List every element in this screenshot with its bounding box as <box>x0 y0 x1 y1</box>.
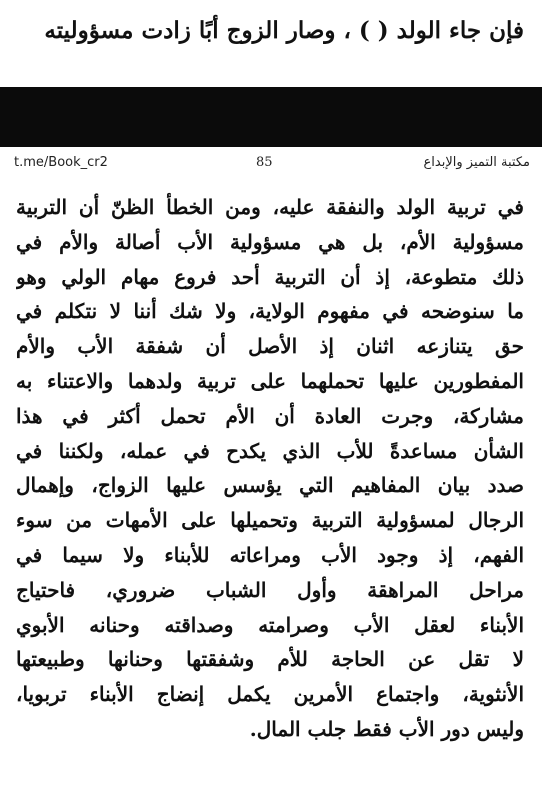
text-line: ذلك متطوعة، إذ أن التربية أحد فروع مهام الولي وهو <box>16 264 524 289</box>
text-line: مسؤولية الأم، بل هي مسؤولية الأب أصالة والأم في <box>16 229 524 254</box>
text-line: الأنثوية، واجتماع الأمرين يكمل إنضاج الأبناء تربويا، <box>16 682 524 707</box>
screen-divider-band <box>0 87 542 147</box>
text-line: الفهم، إذ وجود الأب ومراعاته للأبناء ولا سيما في <box>16 542 524 567</box>
text-line: لا تقل عن الحاجة للأم وشفقتها وحنانها وطبيعتها <box>16 647 524 672</box>
text-line: المفطورين عليها تحملهما على تربية ولدهما والاعتناء به <box>16 368 524 393</box>
text-line: حق يتنازعه اثنان إذ الأصل أن شفقة الأب والأم <box>16 334 524 359</box>
text-line: الأبناء لعقل الأب وصرامته وصداقته وحنانه الأبوي <box>16 612 524 637</box>
text-line: مشاركة، وجرت العادة أن الأم تحمل أكثر في هذا <box>16 403 524 428</box>
text-line: الشأن مساعدةً للأب الذي يكدح في عمله، ولكننا في <box>16 438 524 463</box>
page-header <box>0 151 542 175</box>
text-line: صدد بيان المفاهيم التي يؤسس عليها الزواج، وإهمال <box>16 473 524 498</box>
library-name: مكتبة التميز والإبداع <box>423 155 530 170</box>
text-line: في تربية الولد والنفقة عليه، ومن الخطأ الظنّ أن التربية <box>16 195 524 219</box>
channel-link[interactable]: t.me/Book_cr2 <box>14 155 108 170</box>
text-line: ما سنوضحه في مفهوم الولاية، ولا شك أننا لا نتكلم في <box>16 299 524 324</box>
previous-page-fragment: فإن جاء الولد ( ) ، وصار الزوج أبًا زادت مسؤوليته <box>44 17 524 44</box>
text-line: الرجال لمسؤولية التربية وتحميلها على الأمهات من سوء <box>16 508 524 533</box>
text-line: وليس دور الأب فقط جلب المال. <box>249 716 524 741</box>
page-number: 85 <box>256 155 273 170</box>
page-body <box>16 190 524 747</box>
text-line: مراحل المراهقة وأول الشباب ضروري، فاحتياج <box>16 577 524 602</box>
